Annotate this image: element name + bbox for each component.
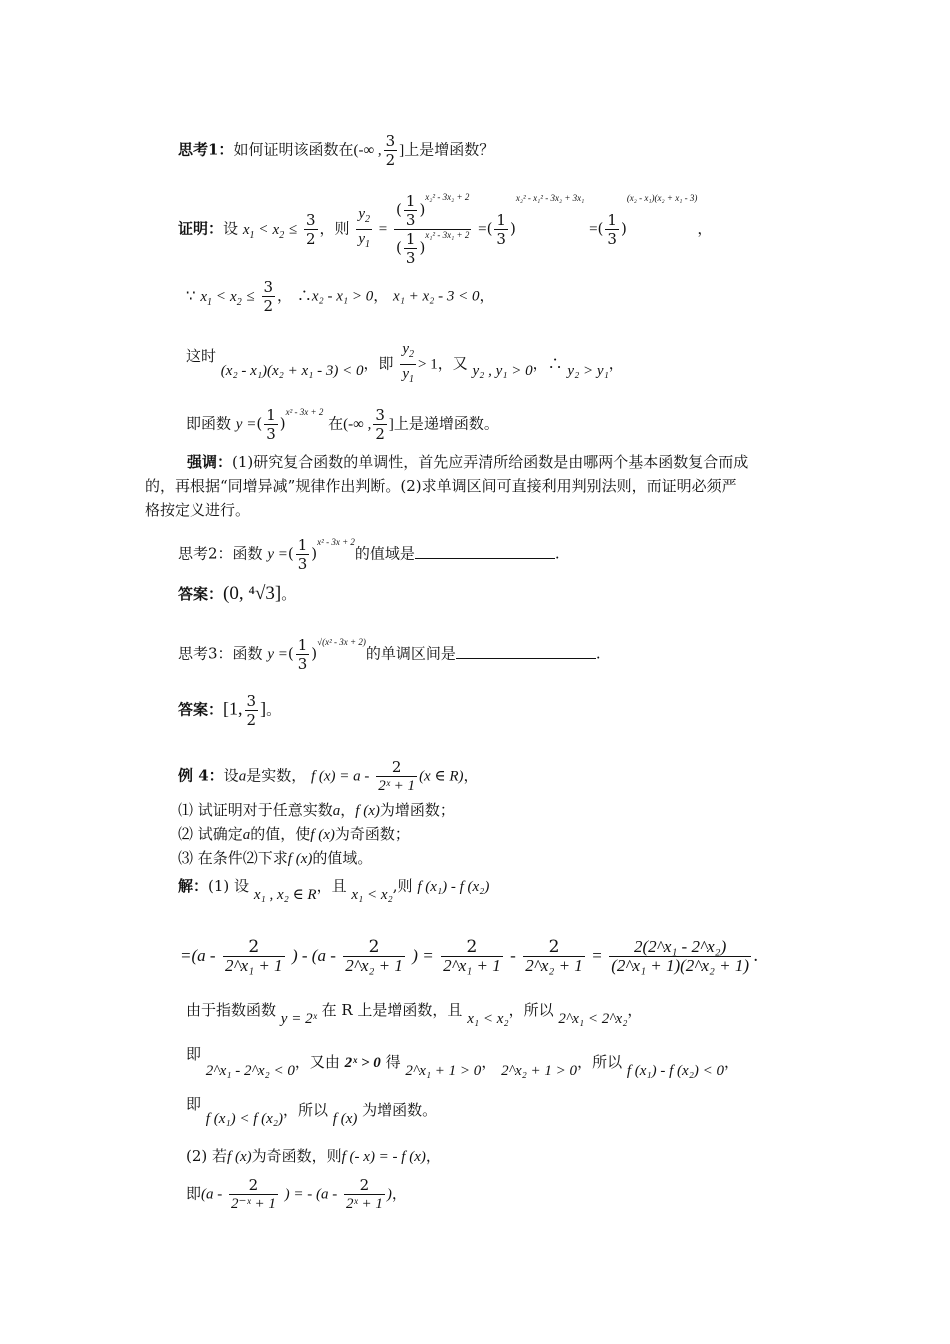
frac-den: 3 bbox=[297, 555, 308, 573]
power-positive: 2ˣ > 0 bbox=[344, 1055, 381, 1071]
answer2-line bbox=[178, 692, 281, 729]
fraction-power-ratio bbox=[394, 192, 471, 267]
proof-label: 证明： bbox=[178, 219, 224, 238]
fraction-1-3 bbox=[264, 406, 278, 443]
gt-one: > 1 bbox=[417, 356, 438, 373]
exponent: x₂² - 3x₂ + 2 bbox=[425, 192, 470, 202]
vars-in-R: x₁ , x₂ ∈ R bbox=[253, 887, 317, 903]
comma: ， bbox=[724, 1053, 740, 1071]
line4-text-a: 即 bbox=[186, 1095, 202, 1113]
emphasis-paragraph bbox=[145, 450, 815, 522]
fraction-1-3 bbox=[296, 636, 310, 673]
frac-num bbox=[400, 340, 416, 365]
paren-mid: ) = - (a - bbox=[284, 1186, 338, 1203]
frac-den: 2ˣ + 1 bbox=[346, 1196, 383, 1212]
proof-set: 设 bbox=[223, 219, 239, 238]
period: . bbox=[595, 644, 601, 663]
solution-line-3 bbox=[186, 1045, 740, 1079]
odd-condition: f (- x) = - f (x) bbox=[341, 1149, 426, 1165]
frac-den: 3 bbox=[405, 211, 416, 229]
var-x: x bbox=[230, 288, 237, 305]
frac-den: 2^x₂ + 1 bbox=[525, 956, 583, 975]
example4-label: 例 4： bbox=[178, 766, 224, 785]
frac-den: 2^x₁ + 1 bbox=[224, 956, 283, 975]
answer2-end: 。 bbox=[266, 700, 282, 719]
proof-line: 证明：设 $x_1 < x_2$ ≤ $\frac{3}{2}$ ，则 $\frac{y_2}{y_1}$ = ( $\frac{1}{3}$ )$^{x_2^2 - 3x_2 + 2}$ ( $\frac{1}{3}$ )$^{x_1^2 - 3x_1 + 2}$ =( $\frac{1}{3}$ )$^{x_2^2 - x_1^2 - 3x_2 + 3x_1}$ =( $\frac{1}{3}$ )$^{(x_2 - x_1)(x_2 + x_1 - 3)}$， bbox=[178, 192, 713, 267]
frac-den: 2 bbox=[385, 151, 396, 169]
fraction-y2-y1 bbox=[400, 340, 416, 389]
q3-text: ⑶ 在条件⑵下求 bbox=[178, 849, 288, 867]
frac-den: 2 bbox=[263, 297, 274, 315]
y-positive: y₂ , y₁ > 0 bbox=[472, 362, 533, 379]
var-a: a bbox=[332, 803, 341, 819]
answer-blank[interactable] bbox=[456, 644, 596, 659]
eq-sign: = bbox=[589, 221, 598, 238]
var-y: y bbox=[402, 366, 409, 382]
comma: ， bbox=[340, 801, 356, 819]
example4-q1 bbox=[178, 800, 455, 821]
sub-1: 1 bbox=[207, 296, 212, 308]
exp-function: y = 2ˣ bbox=[280, 1011, 317, 1027]
exponent: √(x² - 3x + 2) bbox=[317, 637, 366, 647]
frac-num: 1 bbox=[607, 211, 617, 229]
comma: ， bbox=[391, 1184, 407, 1203]
therefore-symbol: ∴ bbox=[296, 286, 312, 305]
qie-text: ，且 bbox=[316, 877, 347, 895]
leq-sign: ≤ bbox=[288, 221, 298, 238]
frac-num: 1 bbox=[297, 636, 308, 654]
example4-text: 设 bbox=[223, 766, 239, 785]
because-line bbox=[186, 278, 495, 315]
eq-sign: = bbox=[478, 221, 487, 238]
frac-den: 3 bbox=[607, 230, 617, 248]
interval-open: (-∞ , bbox=[353, 142, 382, 159]
example4-q2 bbox=[178, 824, 410, 845]
frac-den: 2 bbox=[305, 230, 316, 248]
fraction-3-2 bbox=[245, 692, 259, 729]
interval-close: ] bbox=[388, 416, 394, 433]
var-x: x bbox=[242, 221, 250, 238]
fraction-y2-y1 bbox=[356, 205, 372, 254]
frac-num: 1 bbox=[496, 211, 506, 229]
sub-2: 2 bbox=[279, 229, 285, 241]
proof-then: ，则 bbox=[319, 219, 350, 238]
frac-den: 3 bbox=[266, 425, 276, 443]
fx: f (x) bbox=[332, 1111, 358, 1127]
think3-text: 函数 bbox=[232, 644, 263, 663]
part2-text-c: 为奇函数，则 bbox=[251, 1147, 342, 1165]
you-text: ，又 bbox=[437, 354, 468, 373]
x2 bbox=[272, 221, 285, 241]
line4-text-e: 为增函数。 bbox=[362, 1101, 438, 1119]
think1-line bbox=[178, 132, 494, 169]
interval-right: ] bbox=[260, 698, 267, 719]
solution-label: 解： bbox=[178, 877, 209, 895]
frac-num: 2 bbox=[523, 938, 585, 957]
then-line bbox=[186, 340, 624, 389]
y-equals: y = bbox=[267, 646, 288, 663]
exponent: x² - 3x + 2 bbox=[285, 407, 324, 417]
comma: ， bbox=[481, 1053, 497, 1071]
example4-line bbox=[178, 758, 479, 795]
think2-line: 思考2：函数 y =( $\frac{1}{3}$ )$^{x^2 - 3x + 2}$的值域是 . bbox=[178, 536, 560, 573]
frac-num: 2 bbox=[343, 938, 405, 957]
line3-text-a: 即 bbox=[186, 1045, 202, 1063]
power-diff: 2^x₁ - 2^x₂ < 0 bbox=[205, 1063, 295, 1079]
diff-positive: x₂ - x₁ > 0 bbox=[311, 288, 374, 305]
real-number-text: 是实数， bbox=[246, 766, 307, 785]
frac-den: 2^x₂ + 1 bbox=[345, 956, 403, 975]
fraction-3-2 bbox=[373, 406, 387, 443]
comma: ， bbox=[697, 219, 713, 238]
interval-close: ] bbox=[399, 142, 405, 159]
therefore-text: ，∴ bbox=[532, 354, 563, 373]
line4-text-c: ，所以 bbox=[282, 1101, 328, 1119]
fraction-1-3 bbox=[404, 192, 418, 229]
line3-text-e: 得 bbox=[385, 1053, 401, 1071]
q1-text: ⑴ 试证明对于任意实数 bbox=[178, 801, 333, 819]
q2-text: ⑵ 试确定 bbox=[178, 825, 243, 843]
frac-num: 3 bbox=[246, 692, 257, 710]
y-equals: y = bbox=[235, 416, 257, 433]
think3-line: 思考3：函数 y =( $\frac{1}{3}$ )$^{√(x^2 - 3x + 2)}$的单调区间是 . bbox=[178, 636, 601, 673]
var-a: a bbox=[242, 827, 251, 843]
line2-text-e: ，所以 bbox=[508, 1001, 554, 1019]
f-diff-negative: f (x₁) - f (x₂) < 0 bbox=[626, 1063, 725, 1079]
frac-den: (2^x₁ + 1)(2^x₂ + 1) bbox=[611, 956, 750, 975]
solution-line-1 bbox=[178, 876, 490, 903]
x1 bbox=[200, 288, 212, 308]
lt-sign: < bbox=[216, 288, 226, 305]
q1-tail: 为增函数； bbox=[379, 801, 455, 819]
paren-open: (a - bbox=[201, 1186, 223, 1203]
sub-1: 1 bbox=[408, 374, 414, 385]
comma: ， bbox=[277, 286, 293, 305]
fraction-1-3 bbox=[404, 230, 418, 267]
fraction-1-3 bbox=[494, 211, 508, 248]
frac-num: 2(2^x₁ - 2^x₂) bbox=[609, 938, 751, 957]
frac-den: 2^x₁ + 1 bbox=[443, 956, 501, 975]
frac-den: 2 bbox=[375, 425, 385, 443]
ineq: x₁ < x₂ bbox=[351, 887, 393, 903]
frac-num: 1 bbox=[297, 536, 308, 554]
frac-num: 3 bbox=[305, 211, 316, 229]
frac-num: 2 bbox=[344, 1176, 385, 1195]
frac-num: ( $\frac{1}{3}$ )$^{x_2^2 - 3x_2 + 2}$ bbox=[396, 192, 470, 229]
sub-2: 2 bbox=[365, 214, 370, 225]
power-ineq: 2^x₁ < 2^x₂ bbox=[558, 1011, 628, 1027]
fx: f (x) bbox=[227, 1149, 252, 1165]
answer1-value: (0, ⁴√3] bbox=[223, 583, 282, 604]
example4-q3 bbox=[178, 848, 372, 869]
var-y: y bbox=[402, 341, 409, 357]
think3-label: 思考3： bbox=[178, 644, 233, 663]
answer1-end: 。 bbox=[281, 585, 297, 603]
think2-tail: 的值域是 bbox=[354, 544, 415, 563]
fraction-1-3 bbox=[296, 536, 310, 573]
frac-den: 2 bbox=[246, 711, 257, 729]
zhe-shi: 这时 bbox=[186, 346, 217, 365]
zai-text: 在 bbox=[328, 414, 344, 433]
fx-def: f (x) = a - bbox=[310, 768, 370, 785]
frac-num: 3 bbox=[385, 132, 396, 150]
fraction-3-2 bbox=[384, 132, 398, 169]
emphasis-line-3: 格按定义进行。 bbox=[145, 501, 251, 519]
fx: f (x) bbox=[355, 803, 380, 819]
fraction-2-over-2x1 bbox=[441, 938, 503, 975]
fraction-3-2 bbox=[262, 278, 276, 315]
emphasis-line-2: 的，再根据“同增异减”规律作出判断。(2)求单调区间可直接利用判别法则，而证明必须严 bbox=[145, 477, 737, 495]
frac-num: 2 bbox=[441, 938, 503, 957]
lt-sign: < bbox=[259, 221, 268, 238]
solution-part2-line-2 bbox=[186, 1176, 407, 1213]
sum-negative: x₁ + x₂ - 3 < 0 bbox=[393, 288, 480, 305]
y-equals: y = bbox=[267, 546, 288, 563]
frac-den: 2⁻ˣ + 1 bbox=[231, 1196, 276, 1212]
sub-2: 2 bbox=[408, 349, 414, 360]
emphasis-line-1 bbox=[145, 450, 815, 474]
fraction-2-over-neg bbox=[229, 1176, 278, 1213]
frac-num: 1 bbox=[405, 230, 416, 248]
var-y: y bbox=[358, 231, 365, 247]
period: . bbox=[554, 544, 560, 563]
exponent: x₁² - 3x₁ + 2 bbox=[425, 230, 470, 240]
solution-expand bbox=[180, 938, 758, 975]
y-conclude: y₂ > y₁ bbox=[567, 362, 609, 379]
frac-num bbox=[356, 205, 372, 230]
think1-tail: 上是增函数？ bbox=[404, 140, 495, 159]
part2-text-f: 即 bbox=[186, 1184, 202, 1203]
var-a: a bbox=[238, 768, 247, 785]
fx: f (x) bbox=[310, 827, 335, 843]
line3-text-i: ，所以 bbox=[577, 1053, 623, 1071]
solution-part2-line-1 bbox=[186, 1146, 441, 1167]
x2 bbox=[230, 288, 242, 308]
frac-den: 2ˣ + 1 bbox=[378, 778, 416, 794]
fraction-1-3 bbox=[605, 211, 619, 248]
answer1-label: 答案： bbox=[178, 585, 224, 603]
ze-text: ,则 bbox=[392, 877, 413, 895]
dot: . bbox=[753, 946, 759, 966]
paren-close: ) bbox=[386, 1186, 392, 1203]
fx: f (x) bbox=[287, 851, 313, 867]
frac-num: 2 bbox=[376, 758, 417, 777]
q3-tail: 的值域。 bbox=[312, 849, 373, 867]
interval-open: (-∞ , bbox=[343, 416, 372, 433]
comma: ， bbox=[608, 354, 624, 373]
answer-blank[interactable] bbox=[415, 544, 555, 559]
var-y: y bbox=[358, 206, 365, 222]
emphasis-label: 强调： bbox=[187, 453, 233, 471]
f-diff: f (x₁) - f (x₂) bbox=[417, 879, 490, 895]
q2-tail: 为奇函数； bbox=[334, 825, 410, 843]
power-plus-one: 2^x₁ + 1 > 0 bbox=[405, 1063, 482, 1079]
power-plus-one-2: 2^x₂ + 1 > 0 bbox=[501, 1063, 578, 1079]
frac-num: 1 bbox=[405, 192, 416, 210]
comma: ， bbox=[479, 286, 495, 305]
interval-left: [1, bbox=[223, 698, 243, 719]
fraction-2-over-pos bbox=[344, 1176, 385, 1213]
expand-mid: ) - (a - bbox=[291, 946, 336, 965]
answer2-label: 答案： bbox=[178, 700, 224, 719]
frac-num: 2 bbox=[223, 938, 285, 957]
exponent: x₂² - x₁² - 3x₂ + 3x₁ bbox=[515, 193, 585, 203]
sub-2: 2 bbox=[236, 296, 242, 308]
sub-1: 1 bbox=[249, 229, 255, 241]
comma: ， bbox=[425, 1147, 441, 1165]
comma: ， bbox=[373, 286, 389, 305]
fraction-2-over-2x2 bbox=[523, 938, 585, 975]
domain: (x ∈ R) bbox=[419, 768, 464, 785]
frac-den: ( $\frac{1}{3}$ )$^{x_1^2 - 3x_1 + 2}$ bbox=[396, 230, 470, 267]
var-x: x bbox=[200, 288, 207, 305]
conclusion-line: 即函数 y =( $\frac{1}{3}$ )$^{x^2 - 3x + 2}$ 在(-∞ , $\frac{3}{2}$ ]上是递增函数。 bbox=[186, 406, 499, 443]
frac-num: 1 bbox=[266, 406, 276, 424]
line2-text-c: 在 R 上是增函数，且 bbox=[321, 1001, 463, 1019]
emphasis-text-1: (1)研究复合函数的单调性，首先应弄清所给函数是由哪两个基本函数复合而成 bbox=[232, 453, 749, 471]
product-negative: (x₂ - x₁)(x₂ + x₁ - 3) < 0 bbox=[220, 362, 364, 379]
fraction-3-2 bbox=[304, 211, 318, 248]
comma: ， bbox=[463, 766, 479, 785]
expand-lead: =(a - bbox=[180, 946, 216, 965]
think1-label: 思考1： bbox=[178, 140, 234, 159]
fraction-2-over bbox=[376, 758, 417, 795]
frac-den bbox=[356, 230, 372, 254]
frac-den bbox=[400, 365, 416, 389]
fraction-2-over-2x1 bbox=[223, 938, 285, 975]
think2-text: 函数 bbox=[232, 544, 263, 563]
ineq: x₁ < x₂ bbox=[467, 1011, 509, 1027]
q2-mid: 的值，使 bbox=[250, 825, 311, 843]
think2-label: 思考2： bbox=[178, 544, 233, 563]
conclusion-tail: 上是递增函数。 bbox=[393, 414, 499, 433]
fraction-big bbox=[609, 938, 751, 975]
minus-sign: - bbox=[510, 946, 516, 965]
answer1-line bbox=[178, 584, 296, 604]
f-ineq: f (x₁) < f (x₂) bbox=[205, 1111, 283, 1127]
exponent: x² - 3x + 2 bbox=[317, 537, 355, 547]
frac-num: 3 bbox=[375, 406, 385, 424]
x1 bbox=[242, 221, 255, 241]
fraction-2-over-2x2 bbox=[343, 938, 405, 975]
expand-close: ) = bbox=[412, 946, 434, 965]
leq-sign: ≤ bbox=[246, 288, 255, 305]
exponent: (x₂ - x₁)(x₂ + x₁ - 3) bbox=[626, 193, 698, 203]
think3-tail: 的单调区间是 bbox=[365, 644, 456, 663]
frac-den: 3 bbox=[496, 230, 506, 248]
frac-num: 3 bbox=[263, 278, 274, 296]
comma: ， bbox=[627, 1001, 643, 1019]
frac-num: 2 bbox=[229, 1176, 278, 1195]
line2-text-a: 由于指数函数 bbox=[186, 1001, 277, 1019]
ji-text: ，即 bbox=[363, 354, 394, 373]
var-x: x bbox=[272, 221, 280, 238]
conclusion-text: 即函数 bbox=[186, 414, 232, 433]
solution-line-4 bbox=[186, 1095, 438, 1127]
part2-text-a: (2) 若 bbox=[186, 1147, 228, 1165]
solution-line-2 bbox=[186, 1000, 643, 1027]
eq-sign: = bbox=[378, 221, 388, 238]
frac-den: 3 bbox=[297, 655, 308, 673]
eq-sign: = bbox=[592, 946, 602, 965]
think1-text: 如何证明该函数在 bbox=[233, 140, 354, 159]
because-symbol: ∵ bbox=[186, 286, 196, 305]
line3-text-c: ，又由 bbox=[294, 1053, 340, 1071]
part1-text: (1) 设 bbox=[208, 877, 250, 895]
frac-den: 3 bbox=[405, 249, 416, 267]
sub-1: 1 bbox=[365, 239, 370, 250]
